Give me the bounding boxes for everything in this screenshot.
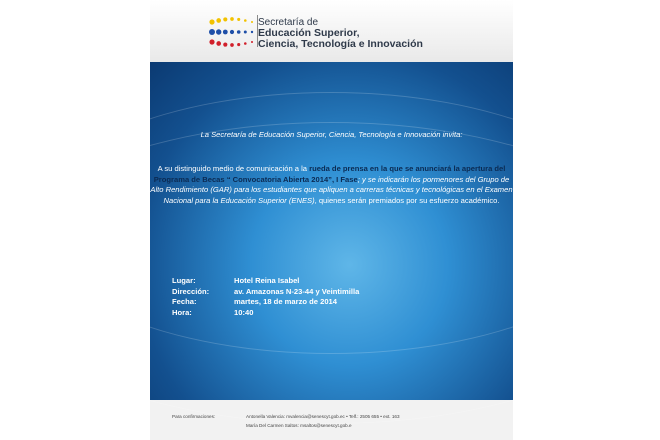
logo-dot — [237, 18, 240, 21]
detail-row-place — [172, 276, 359, 287]
footer-contact-1: Antonella Valencia: mvalencia@senescyt.gob.ec • Telf.: 2505 655 • ext. 163 — [246, 414, 400, 419]
logo-dot — [223, 43, 227, 47]
logo-dot — [209, 39, 214, 44]
detail-label: Lugar: — [172, 276, 196, 285]
logo-dot — [223, 30, 228, 35]
logo-dot — [251, 21, 253, 23]
detail-row-address — [172, 287, 359, 298]
org-line-1: Secretaría de — [258, 17, 319, 28]
detail-label: Fecha: — [172, 297, 197, 307]
invitation-card — [150, 0, 513, 440]
org-line-3: Ciencia, Tecnología e Innovación — [258, 38, 423, 50]
detail-row-date — [172, 297, 359, 308]
logo-dot — [244, 42, 247, 45]
logo-dot — [216, 41, 221, 46]
logo-dot — [223, 17, 227, 21]
header — [150, 0, 513, 62]
blue-panel — [150, 62, 513, 400]
body-highlight: rueda de prensa en la que se anunciará la apertura del Programa de Becas “ Convocatoria Abierta 2014”, I Fase — [153, 164, 506, 184]
logo-dot — [244, 19, 247, 22]
detail-label: Hora: — [172, 307, 192, 317]
event-details — [172, 276, 359, 318]
organization-name — [258, 15, 423, 50]
logo-dot — [237, 30, 241, 34]
logo-dot — [209, 19, 214, 24]
invitation-intro: La Secretaría de Educación Superior, Ciencia, Tecnología e Innovación invita: — [200, 130, 463, 139]
logo-dot — [237, 43, 240, 46]
body-text-b: ; y se indicarán los pormenores del Grupo de Alto Rendimiento (GAR) para los estudiantes que apliquen a carreras técnicas y tecnológicas en el Examen Nacional para la Educación Superior (ENES) — [150, 174, 513, 205]
detail-value: martes, 18 de marzo de 2014 — [234, 297, 337, 307]
footer-label: Para confirmaciones: — [172, 414, 216, 419]
footer-contact-2: María Del Carmen Saltos: msaltos@senescyt.gob.e — [246, 423, 352, 428]
invitation-body — [150, 164, 513, 206]
logo-dot — [216, 18, 221, 23]
body-text-a: A su distinguido medio de comunicación a la — [157, 164, 310, 173]
org-line-2: Educación Superior, — [258, 27, 360, 39]
logo-dot — [244, 31, 247, 34]
logo-dot — [230, 17, 234, 21]
logo-dot — [209, 29, 215, 35]
detail-value: Hotel Reina Isabel — [234, 276, 300, 285]
dotted-orbit-logo-icon — [206, 13, 256, 51]
logo-dot — [251, 41, 253, 43]
detail-value: 10:40 — [234, 307, 254, 317]
logo-dot — [216, 29, 221, 34]
logo-dot — [230, 43, 234, 47]
detail-label: Dirección: — [172, 286, 210, 296]
body-text-c: , quienes serán premiados por su esfuerzo académico. — [314, 195, 500, 205]
detail-row-time — [172, 308, 359, 319]
logo-dot — [230, 30, 234, 34]
detail-value: av. Amazonas N-23-44 y Veintimilla — [234, 286, 360, 296]
logo-dot — [251, 31, 253, 33]
